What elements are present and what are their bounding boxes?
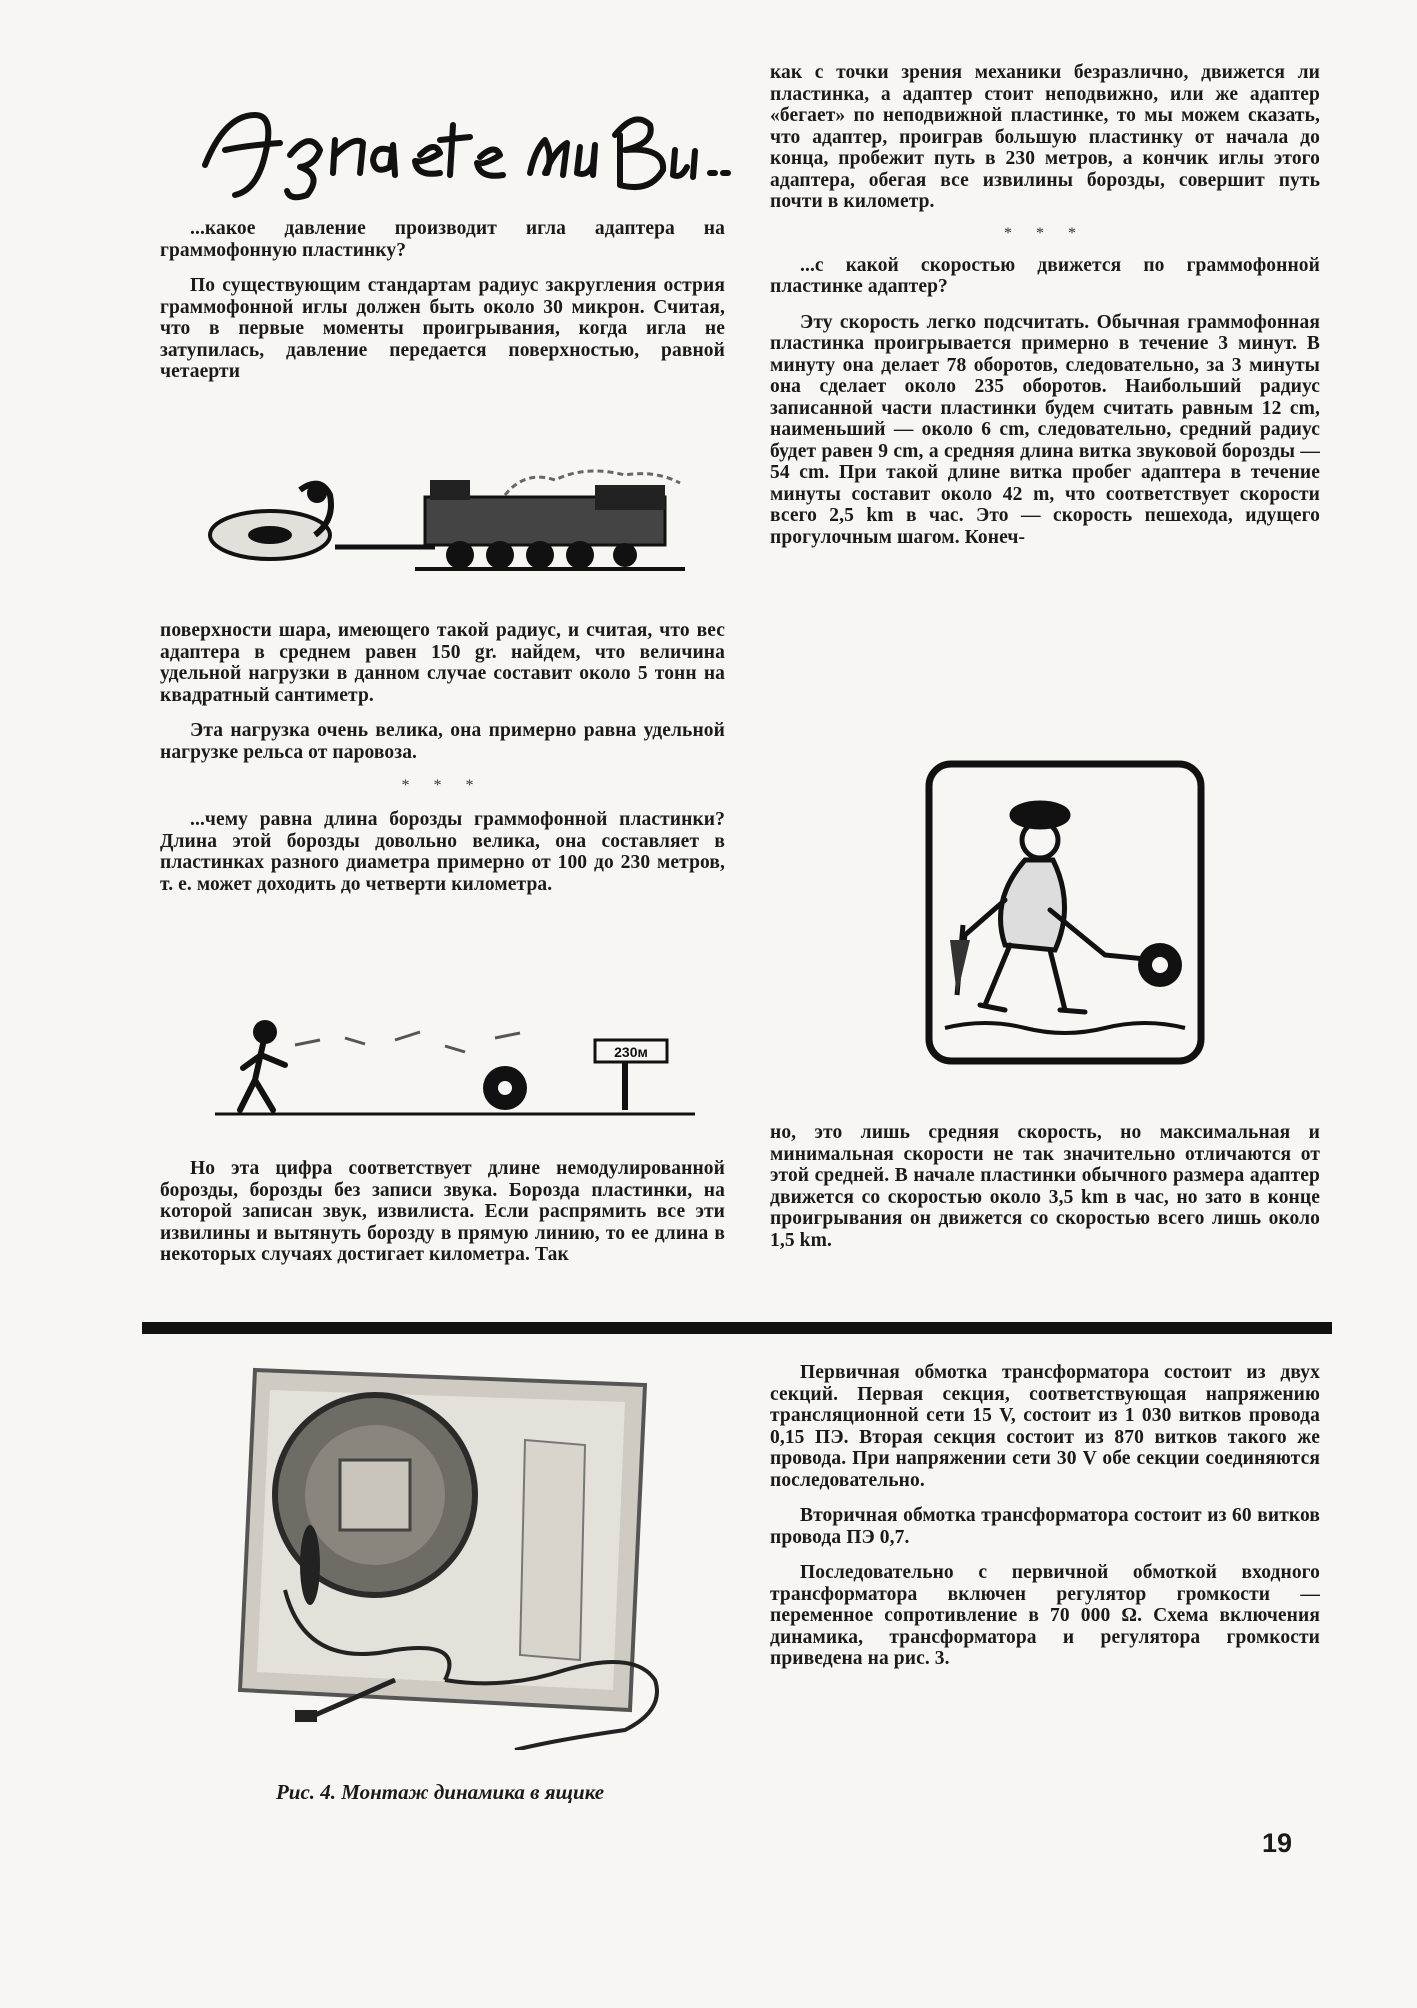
paragraph-pressure: По существующим стандартам радиус закругления острия граммофонной иглы должен быть около 30 микрон. Считая, что в первые моменты проигрывания, когда игла не затупилась, давление передается поверхностью, равной четаерти [160,275,725,382]
paragraph-mechanics: как с точки зрения механики безразлично, движется ли пластинка, а адаптер стоит неподвижно, или же адаптер «бегает» по неподвижной пластинке, то мы можем сказать, что адаптер, проиграв большую пластинку от начала до конца, пробежит путь в 230 метров, а кончик иглы этого адаптера, обегая все извилины борозды, совершит путь почти в километр. [770,62,1320,212]
right-column-top [770,62,1320,548]
signpost-icon [595,1040,667,1110]
section-divider-stars-right: * * * [1004,224,1086,242]
signpost-label: 230м [614,1044,648,1060]
paragraph-modulated-groove: Но эта цифра соответствует длине немодулированной борозды, борозды без записи звука. Борозда пластинки, на которой записан звук, извилиста. Если распрямить все эти извилины и вытянуть борозду в прямую линию, то ее длина в некоторых случаях достигает километра. Так [160,1158,725,1265]
left-column-bottom [160,1158,725,1266]
runner-figure-icon [240,1020,285,1110]
title-text [195,95,735,205]
question-pressure: ...какое давление производит игла адаптера на граммофонную пластинку? [160,218,725,261]
paragraph-sphere: поверхности шара, имеющего такой радиус, и считая, что вес адаптера в среднем равен 150 gr. найдем, что величина удельной нагрузки в данном случае составит около 5 тонн на квадратный сантиметр. [160,620,725,706]
figure-caption: Рис. 4. Монтаж динамика в ящике [275,1780,605,1804]
illustration-walking-man [925,760,1205,1065]
paragraph-volume-control: Последовательно с первичной обмоткой входного трансформатора включен регулятор громкости — переменное сопротивление в 70 000 Ω. Схема включения динамика, трансформатора и регулятора громкости приведена на рис. 3. [770,1562,1320,1669]
section-divider-stars: * * * [401,777,484,794]
page-number: 19 [1262,1828,1293,1858]
left-column-middle [160,620,725,895]
paragraph-speed-calc: Эту скорость легко подсчитать. Обычная граммофонная пластинка проигрывается примерно в течение 3 минут. В минуту она делает 78 оборотов, следовательно, за 3 минуты она сделает около 235 оборотов. Наибольший радиус записанной части пластинки будем считать равным 12 cm, наименьший — около 6 cm, следовательно, средний радиус будет равен 9 cm, а средняя длина витка звуковой борозды — 54 cm. При такой длине витка пробег адаптера в течение минуты составит около 42 m, что соответствует скорости всего 2,5 km в час. Это — скорость пешехода, идущего прогулочным шагом. Конеч- [770,311,1320,548]
speaker-box-icon [240,1370,645,1710]
illustration-runner-signpost [205,1010,705,1120]
question-groove-length: ...чему равна длина борозды граммофонной пластинки? Длина этой борозды довольно велика, она составляет в пластинках разного диаметра примерно от 100 до 230 метров, т. е. может доходить до четверти километра. [160,809,725,895]
paragraph-primary-winding: Первичная обмотка трансформатора состоит из двух секций. Первая секция, соответствующая напряжению трансляционной сети 15 V, состоит из 1 030 витков провода 0,15 ПЭ. Вторая секция состоит из 870 витков такого же провода. При напряжении сети 30 V обе секции соединяются последовательно. [770,1362,1320,1491]
article-title [195,95,735,205]
illustration-gramophone-locomotive [205,465,705,585]
photo-speaker-in-box [225,1350,725,1750]
left-column-top [160,218,725,383]
paragraph-load: Эта нагрузка очень велика, она примерно равна удельной нагрузке рельса от паровоза. [160,720,725,763]
lower-right-column [770,1362,1320,1670]
section-divider-rule [142,1322,1332,1334]
paragraph-average-speed: но, это лишь средняя скорость, но максимальная и минимальная скорости не так значительно отличаются от этой средней. В начале пластинки обычного размера адаптер движется со скоростью около 3,5 km в час, но зато в конце проигрывания он движется со скоростью всего лишь около 1,5 km. [770,1122,1320,1251]
locomotive-icon [415,471,685,569]
question-speed: ...с какой скоростью движется по граммофонной пластинке адаптер? [770,254,1320,297]
right-column-bottom [770,1122,1320,1251]
paragraph-secondary-winding: Вторичная обмотка трансформатора состоит из 60 витков провода ПЭ 0,7. [770,1505,1320,1548]
